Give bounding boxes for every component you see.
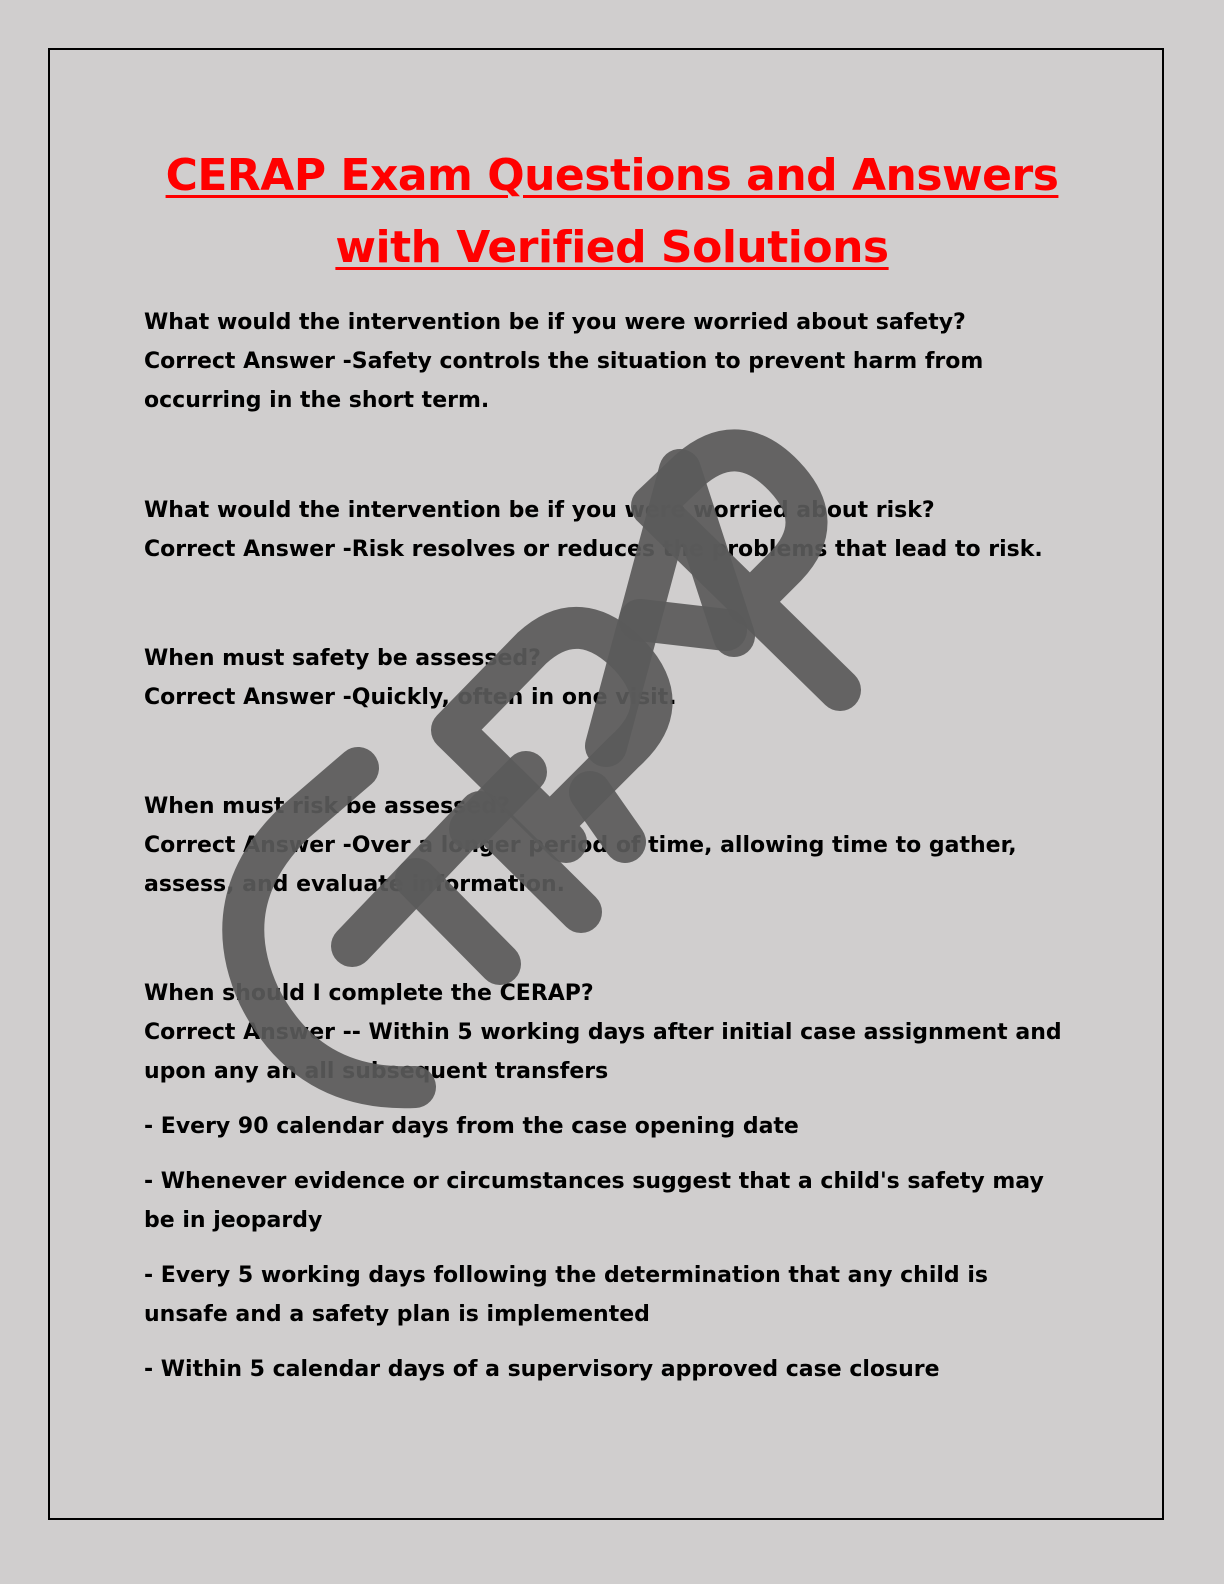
answer-text: Correct Answer -Over a longer period of time, allowing time to gather, assess, and evaluate information. <box>144 833 1017 897</box>
question-text: What would the intervention be if you were worried about risk? <box>144 498 935 523</box>
answer-text: Correct Answer -- Within 5 working days after initial case assignment and upon any an all subsequent transfers <box>144 1020 1062 1084</box>
qa-item <box>144 303 1079 420</box>
question-text: When should I complete the CERAP? <box>144 981 594 1006</box>
bullet-item: - Within 5 calendar days of a supervisory approved case closure <box>144 1357 940 1382</box>
question-text: When must safety be assessed? <box>144 646 541 671</box>
qa-item <box>144 787 1079 904</box>
bullet-item: - Every 90 calendar days from the case opening date <box>144 1114 799 1139</box>
bullet-item: - Every 5 working days following the determination that any child is unsafe and a safety plan is implemented <box>144 1263 988 1327</box>
question-text: When must risk be assessed? <box>144 794 510 819</box>
qa-item <box>144 491 1079 569</box>
bullet-item: - Whenever evidence or circumstances suggest that a child's safety may be in jeopardy <box>144 1169 1044 1233</box>
document-title-line-2: with Verified Solutions <box>335 222 889 273</box>
qa-item <box>144 974 1079 1091</box>
document-title-line-1: CERAP Exam Questions and Answers <box>165 150 1059 201</box>
document-body <box>144 303 1079 1389</box>
qa-item <box>144 639 1079 717</box>
answer-text: Correct Answer -Safety controls the situation to prevent harm from occurring in the short term. <box>144 349 984 413</box>
answer-text: Correct Answer -Quickly, often in one visit. <box>144 685 677 710</box>
question-text: What would the intervention be if you were worried about safety? <box>144 310 966 335</box>
answer-text: Correct Answer -Risk resolves or reduces the problems that lead to risk. <box>144 537 1043 562</box>
